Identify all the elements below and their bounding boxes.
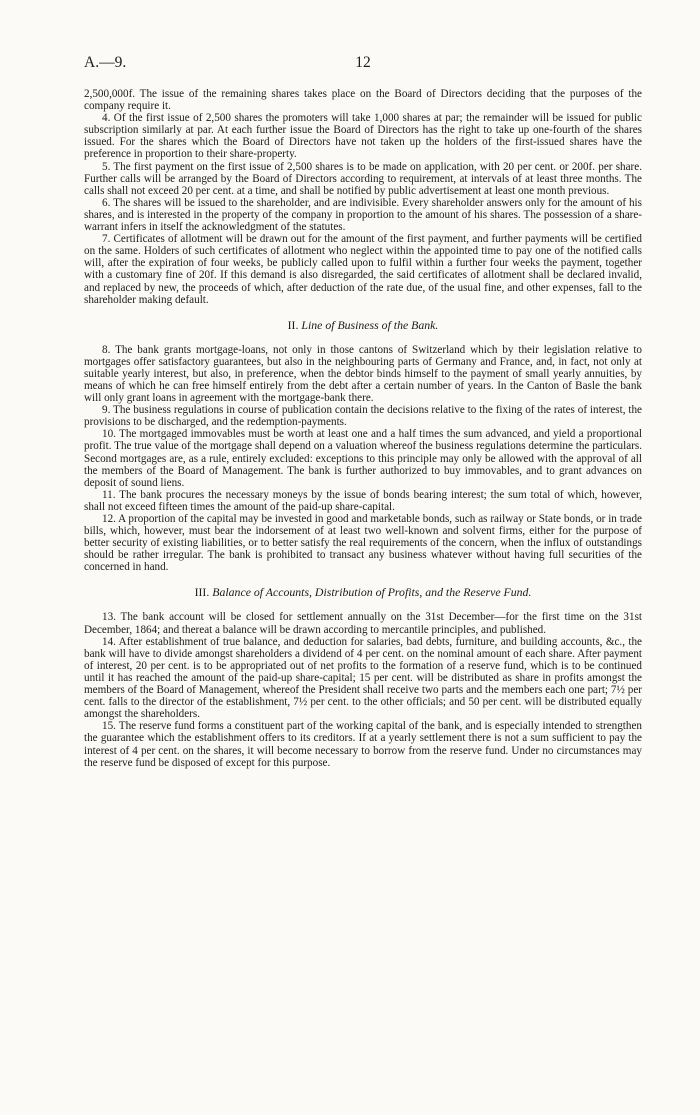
paragraph: 7. Certificates of allotment will be drawn out for the amount of the first payment, and further payments will be certified on the same. Holders of such certificates of allotment who neglect within the appointed time to pay one of the notified calls will, after the expiration of four weeks, be publicly called upon to fulfil within a further four weeks the payment, together with a customary fine of 20f. If this demand is also disregarded, the said certificates of allotment shall be declared invalid, and replaced by new, the proceeds of which, after deduction of the rate due, of the usual fine, and other expenses, fall to the shareholder making default. — [84, 233, 642, 306]
paragraph: 5. The first payment on the first issue of 2,500 shares is to be made on application, with 20 per cent. or 200f. per share. Further calls will be arranged by the Board of Directors according to requirement, at intervals of at least three months. The calls shall not exceed 20 per cent. at a time, and shall be notified by public advertisement at least one month previous. — [84, 160, 642, 197]
section-title-text: Balance of Accounts, Distribution of Profits, and the Reserve Fund. — [212, 585, 532, 600]
section-line-of-business — [84, 344, 642, 574]
section-title-text: Line of Business of the Bank. — [301, 317, 439, 332]
paragraph: 6. The shares will be issued to the shareholder, and are indivisible. Every shareholder answers only for the amount of his shares, and is interested in the property of the company in proportion to the amount of his shares. The possession of a share-warrant infers in itself the acknowledgment of the statutes. — [84, 196, 642, 234]
paragraph: 12. A proportion of the capital may be invested in good and marketable bonds, such as railway or State bonds, or in trade bills, which, however, must bear the indorsement of at least two well-known and solvent firms, either for the purpose of better security of existing liabilities, or to better satisfy the real requirements of the concern, when the influx of outstandings should be rather irregular. The bank is prohibited to transact any business whatever without having full securities of the concerned in hand. — [84, 513, 642, 574]
page-header — [84, 54, 642, 76]
section-heading-balance-of-accounts — [84, 586, 642, 599]
paragraph: 9. The business regulations in course of publication contain the decisions relative to the fixing of the rates of interest, the provisions to be discharged, and the redemption-payments. — [84, 404, 642, 429]
section-balance-of-accounts — [84, 611, 642, 768]
paragraph: 13. The bank account will be closed for settlement annually on the 31st December—for the first time on the 31st December, 1864; and thereat a balance will be drawn according to mercantile principles, and published. — [84, 611, 642, 636]
paragraph: 10. The mortgaged immovables must be worth at least one and a half times the sum advanced, and yield a proportional profit. The true value of the mortgage shall depend on a valuation whereof the business regulations determine the particulars. Second mortgages are, as a rule, entirely excluded: exceptions to this principle may only be allowed with the approval of all the members of the Board of Management. The bank is further authorized to buy immovables, and to grant advances on deposit of sound liens. — [84, 428, 642, 489]
paragraph: 15. The reserve fund forms a constituent part of the working capital of the bank, and is especially intended to strengthen the guarantee which the establishment offers to its creditors. If at a yearly settlement there is not a sum sufficient to pay the interest of 4 per cent. on the shares, it will become necessary to borrow from the reserve fund. Under no circumstances may the reserve fund be disposed of except for this purpose. — [84, 720, 642, 769]
paragraph: 2,500,000f. The issue of the remaining shares takes place on the Board of Directors deciding that the purposes of the company require it. — [84, 88, 642, 113]
paragraph: 4. Of the first issue of 2,500 shares the promoters will take 1,000 shares at par; the remainder will be issued for public subscription similarly at par. At each further issue the Board of Directors has the right to take up one-fourth of the shares issued. For the shares which the Board of Directors have not taken up the holders of the first-issued shares have the preference in proportion to their share-property. — [84, 112, 642, 161]
paragraph: 8. The bank grants mortgage-loans, not only in those cantons of Switzerland which by their legislation relative to mortgages offer satisfactory guarantees, but also in the neighbouring parts of Germany and France, and, in fact, not only at suitable yearly interest, but also, in preference, when the debtor binds himself to the payment of small yearly annuities, by means of which he can free himself entirely from the debt after a certain number of years. In the Canton of Basle the bank will only grant loans in agreement with the mortgage-bank there. — [84, 343, 642, 405]
paragraph: 11. The bank procures the necessary moneys by the issue of bonds bearing interest; the sum total of which, however, shall not exceed fifteen times the amount of the paid-up share-capital. — [84, 488, 642, 513]
paragraph: 14. After establishment of true balance, and deduction for salaries, bad debts, furniture, and building accounts, &c., the bank will have to divide amongst shareholders a dividend of 4 per cent. on the nominal amount of each share. After payment of interest, 20 per cent. is to be appropriated out of net profits to the formation of a reserve fund, which is to be continued until it has reached the amount of the paid-up share-capital; 15 per cent. will be distributed as share in profits amongst the members of the Board of Management, whereof the President shall receive two parts and the members each one part; 7½ per cent. falls to the director of the establishment, 7½ per cent. to the other officials; and 50 per cent. will be distributed equally amongst the shareholders. — [84, 635, 642, 721]
page-number: 12 — [355, 54, 371, 71]
section-numeral: II. — [287, 317, 299, 332]
document-reference: A.—9. — [84, 54, 127, 71]
section-numeral: III. — [194, 585, 210, 600]
section-heading-line-of-business — [84, 319, 642, 332]
section-share-capital — [84, 88, 642, 306]
